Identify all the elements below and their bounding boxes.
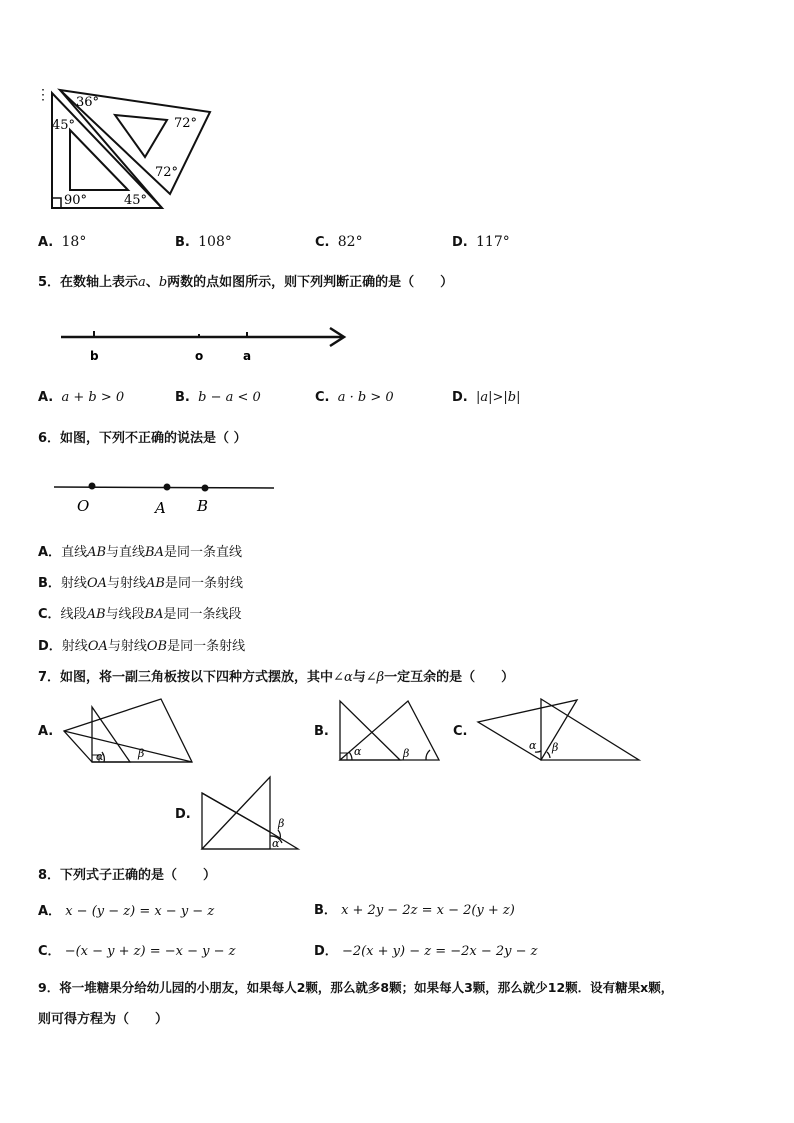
q4-dots-mark: ⋮ (36, 87, 50, 103)
q7-figure-b (336, 699, 442, 763)
q8-option-d[interactable]: D． −2(x + y) − z = −2x − 2y − z (314, 944, 538, 959)
q7-d-alpha: α (272, 837, 280, 850)
q4-option-a[interactable]: A. 18° (38, 234, 87, 250)
q5-option-a[interactable]: A. a + b > 0 (38, 390, 125, 405)
q6-option-b[interactable]: B．射线OA与射线AB是同一条射线 (38, 576, 243, 591)
q9-stem-line2: 则可得方程为（ ） (38, 1012, 169, 1027)
q5-axis-label-a: a (243, 349, 252, 363)
q5-axis-label-o: o (195, 349, 204, 363)
q6-point-b: B (197, 497, 209, 515)
q7-label-d[interactable]: D. (175, 807, 191, 822)
q4-label-45-bottom: 45° (124, 193, 148, 208)
q4-option-c[interactable]: C. 82° (315, 234, 363, 250)
q7-figure-a (60, 697, 196, 767)
q8-option-b[interactable]: B． x + 2y − 2z = x − 2(y + z) (314, 903, 515, 918)
q8-stem: 8．下列式子正确的是（ ） (38, 868, 217, 883)
q7-c-beta: β (552, 741, 559, 754)
q7-a-alpha: α (96, 750, 104, 763)
q7-c-alpha: α (529, 739, 537, 752)
q7-d-beta: β (278, 817, 285, 830)
q6-option-c[interactable]: C．线段AB与线段BA是同一条线段 (38, 607, 242, 622)
q4-label-90: 90° (64, 193, 88, 208)
q7-stem: 7．如图，将一副三角板按以下四种方式摆放，其中∠α与∠β一定互余的是（ ） (38, 670, 515, 685)
q7-figure-c (474, 697, 642, 763)
q4-triangles-figure (40, 82, 220, 214)
q5-stem: 5．在数轴上表示a、b两数的点如图所示，则下列判断正确的是（ ） (38, 275, 454, 290)
q6-option-a[interactable]: A．直线AB与直线BA是同一条直线 (38, 545, 243, 560)
q4-option-d[interactable]: D. 117° (452, 234, 510, 250)
q4-label-72-bottom: 72° (155, 165, 179, 180)
q5-option-b[interactable]: B. b − a < 0 (175, 390, 261, 405)
q8-option-a[interactable]: A． x − (y − z) = x − y − z (38, 904, 215, 919)
q7-figure-d (198, 775, 306, 853)
q6-option-d[interactable]: D．射线OA与射线OB是同一条射线 (38, 639, 246, 654)
q6-stem: 6．如图，下列不正确的说法是（ ） (38, 431, 247, 446)
q4-label-45-left: 45° (52, 118, 76, 133)
q4-right-angle-mark (52, 198, 61, 208)
q4-option-b[interactable]: B. 108° (175, 234, 232, 250)
q6-point-o: O (77, 497, 90, 515)
q4-label-36: 36° (76, 95, 100, 110)
q7-a-beta: β (138, 747, 145, 760)
q5-number-line (56, 322, 356, 366)
q5-axis-label-b: b (90, 349, 99, 363)
q7-label-b[interactable]: B. (314, 724, 329, 739)
q8-option-c[interactable]: C． −(x − y + z) = −x − y − z (38, 944, 236, 959)
q4-label-72-top: 72° (174, 116, 198, 131)
q7-label-c[interactable]: C. (453, 724, 468, 739)
q7-b-beta: β (403, 747, 410, 760)
q7-label-a[interactable]: A. (38, 724, 54, 739)
q6-point-a: A (155, 499, 166, 517)
q5-option-c[interactable]: C. a · b > 0 (315, 390, 394, 405)
q6-line-figure (50, 476, 280, 520)
q5-option-d[interactable]: D. |a|>|b| (452, 390, 521, 405)
q7-b-alpha: α (354, 745, 362, 758)
q9-stem-line1: 9．将一堆糖果分给幼儿园的小朋友，如果每人2颗，那么就多8颗；如果每人3颗，那么就少12颗．设有糖果x颗， (38, 980, 674, 995)
